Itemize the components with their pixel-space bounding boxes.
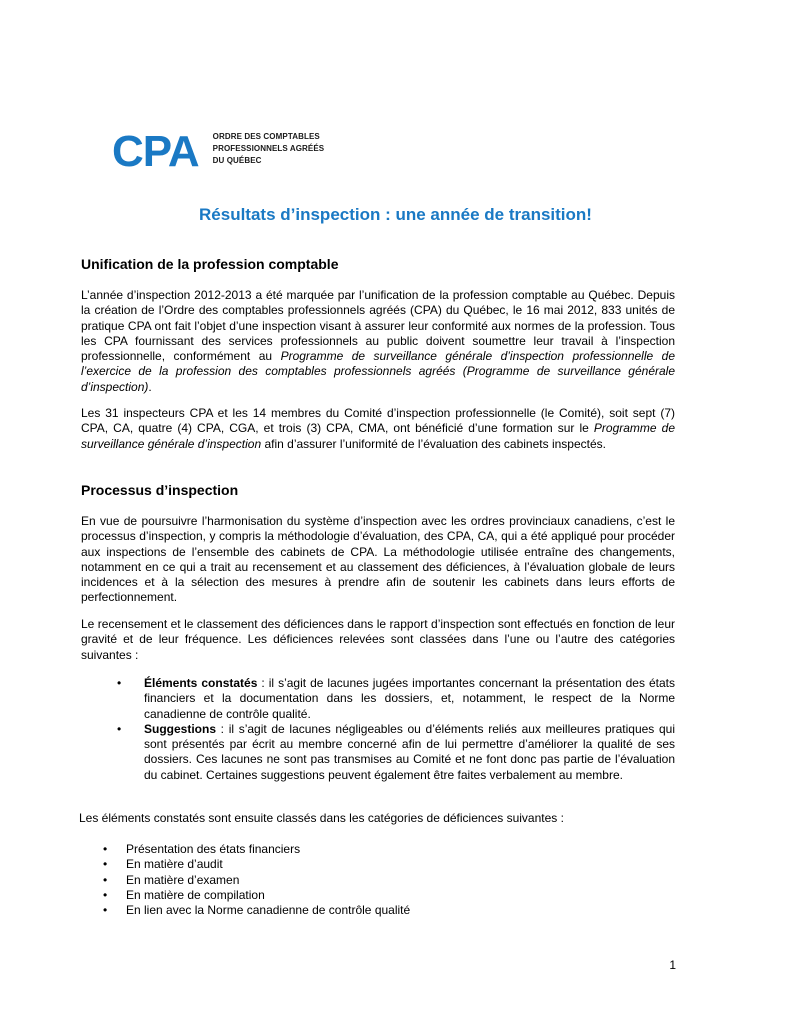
document-title: Résultats d’inspection : une année de transition! — [199, 205, 592, 224]
deficiency-categories-list — [81, 842, 675, 918]
cpa-logo-mark: CPA — [112, 127, 199, 176]
page-number: 1 — [669, 958, 676, 972]
list-item: • En matière d’audit — [81, 857, 675, 872]
list-item — [81, 676, 675, 722]
list-item: • Présentation des états financiers — [81, 842, 675, 857]
list-item: • En matière de compilation — [81, 888, 675, 903]
paragraph-unification-1 — [81, 288, 675, 395]
deficiency-types-list — [81, 676, 675, 783]
section-heading-processus: Processus d’inspection — [81, 482, 239, 498]
program-title: Programme de surveillance générale d’inspection — [81, 421, 675, 451]
text-run: afin d’assurer l’uniformité de l’évaluation des cabinets inspectés. — [261, 436, 606, 451]
paragraph-processus-2: Le recensement et le classement des déficiences dans le rapport d’inspection sont effectués en fonction de leur gravité et de leur fréquence. Les déficiences relevées sont classées dans l’une ou l’autre des catégories suivantes : — [81, 617, 675, 662]
list-item: • En lien avec la Norme canadienne de contrôle qualité — [81, 903, 675, 918]
cpa-logo — [112, 127, 325, 176]
list-item — [81, 722, 675, 783]
paragraph-unification-2 — [81, 406, 675, 452]
section-heading-unification: Unification de la profession comptable — [81, 256, 339, 272]
text-run: L’année d’inspection 2012-2013 a été marquée par l’unification de la profession comptable au Québec. Depuis la création de l’Ordre des comptables professionnels agréés (CPA) du Québec, le 16 mai 2012, 833 unités de pratique CPA ont fait l’objet d’une inspection visant à assurer leur conformité aux normes de la profession. Tous les CPA fournissant des services professionnels au public doivent soumettre leur travail à l’inspection professionnelle, conformément au — [81, 288, 675, 364]
term: Éléments constatés — [144, 676, 258, 690]
text-run: . — [148, 379, 152, 394]
definition: : il s’agit de lacunes jugées importantes concernant la présentation des états financiers et la documentation dans les dossiers, et, notamment, le respect de la Norme canadienne de contrôle qualité. — [144, 676, 676, 721]
program-title: Programme de surveillance générale d’inspection professionnelle de l’exercice de la profession des comptables professionnels agréés (Programme de surveillance générale d’inspection) — [81, 349, 676, 394]
paragraph-processus-1: En vue de poursuivre l’harmonisation du système d’inspection avec les ordres provinciaux canadiens, c’est le processus d’inspection, y compris la méthodologie d’évaluation, des CPA, CA, qui a été appliqué pour procéder aux inspections de l’ensemble des cabinets de CPA. La méthodologie utilisée entraîne des changements, notamment en ce qui a trait au recensement et au classement des déficiences, à l’évaluation globale de leurs incidences et à la sélection des mesures à prendre afin de soutenir les cabinets dans leurs efforts de perfectionnement. — [81, 514, 675, 605]
text-run: Les 31 inspecteurs CPA et les 14 membres du Comité d’inspection professionnelle (le Comité), soit sept (7) CPA, CA, quatre (4) CPA, CGA, et trois (3) CPA, CMA, ont bénéficié d’une formation sur le — [81, 406, 675, 436]
paragraph-processus-3: Les éléments constatés sont ensuite classés dans les catégories de déficiences suivantes : — [79, 811, 564, 825]
logo-line-1: ORDRE DES COMPTABLES — [212, 132, 320, 141]
logo-line-2: PROFESSIONNELS AGRÉÉS — [212, 144, 325, 153]
term: Suggestions — [144, 721, 217, 736]
logo-org-name — [213, 131, 325, 167]
logo-line-3: DU QUÉBEC — [212, 156, 262, 165]
definition: : il s’agit de lacunes négligeables ou d’éléments reliés aux meilleures pratiques qui sont présentés par écrit au membre concerné afin de lui permettre d’améliorer la qualité de ses dossiers. Ces lacunes ne sont pas transmises au Comité et ne font donc pas partie de l’évaluation du cabinet. Certaines suggestions peuvent également être faites verbalement au membre. — [144, 721, 675, 782]
list-item: • En matière d’examen — [81, 873, 675, 888]
